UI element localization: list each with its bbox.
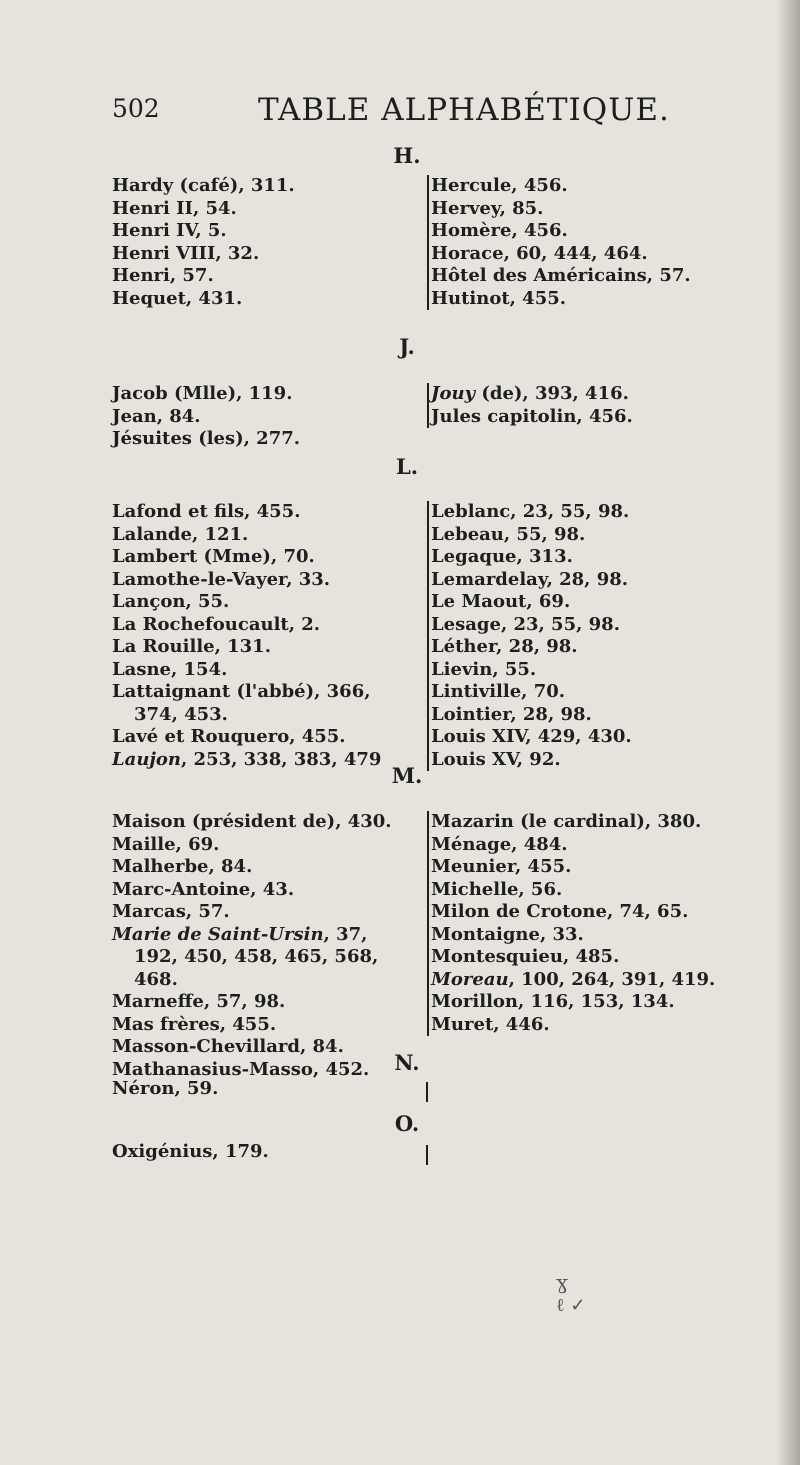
index-entry: Jésuites (les), 277. — [112, 428, 301, 449]
index-entry: Milon de Crotone, 74, 65. — [431, 901, 689, 922]
entry-references: , 37, 192, 450, 458, 465, 568, 468. — [134, 923, 379, 990]
index-entry: Lintiville, 70. — [431, 681, 566, 702]
index-entry: Mazarin (le cardinal), 380. — [431, 811, 702, 832]
index-entry: Henri VIII, 32. — [112, 242, 260, 264]
index-entry — [112, 924, 412, 992]
index-entry: Meunier, 455. — [431, 856, 572, 877]
index-entry: Legaque, 313. — [431, 546, 573, 567]
index-entry: Homère, 456. — [431, 220, 568, 241]
index-entry: Morillon, 116, 153, 134. — [431, 991, 675, 1012]
page-number: 502 — [112, 94, 160, 123]
index-entry: Hardy (café), 311. — [112, 175, 295, 196]
index-entry: Muret, 446. — [431, 1013, 550, 1035]
index-entry: Henri IV, 5. — [112, 220, 227, 241]
index-entry: Lointier, 28, 98. — [431, 703, 592, 725]
index-entry: La Rochefoucault, 2. — [112, 613, 321, 635]
index-entry: Hutinot, 455. — [431, 287, 567, 309]
index-column-left-o — [112, 1141, 412, 1164]
index-entry — [431, 383, 721, 406]
index-column-right-j — [427, 383, 721, 428]
entry-references: (de), 393, 416. — [475, 383, 629, 404]
index-entry: Le Maout, 69. — [431, 591, 571, 612]
section-letter-m: M. — [391, 763, 423, 788]
index-entry: Oxigénius, 179. — [112, 1141, 269, 1162]
entry-italic-name: Laujon — [112, 748, 182, 770]
running-title: TABLE ALPHABÉTIQUE. — [258, 92, 670, 128]
section-letter-n: N. — [394, 1050, 420, 1075]
section-letter-h: H. — [393, 143, 421, 168]
index-column-left-j — [112, 383, 412, 451]
index-entry: Lalande, 121. — [112, 523, 249, 545]
index-entry: Jules capitolin, 456. — [431, 405, 633, 427]
index-entry: Lambert (Mme), 70. — [112, 546, 315, 567]
index-entry: Masson-Chevillard, 84. — [112, 1036, 344, 1057]
index-column-right-l — [427, 501, 721, 771]
index-entry: Marneffe, 57, 98. — [112, 991, 286, 1012]
page-header — [0, 94, 800, 134]
index-entry: Louis XIV, 429, 430. — [431, 726, 632, 747]
index-entry: Lavé et Rouquero, 455. — [112, 726, 346, 747]
index-entry: Leblanc, 23, 55, 98. — [431, 501, 630, 522]
index-entry: Montaigne, 33. — [431, 923, 584, 945]
index-column-left-h — [112, 175, 412, 310]
index-entry: Lasne, 154. — [112, 658, 228, 680]
entry-references: , 253, 338, 383, 479 — [181, 748, 382, 770]
entry-italic-name: Moreau — [431, 968, 509, 990]
index-entry: Henri II, 54. — [112, 197, 237, 219]
index-entry: Mas frères, 455. — [112, 1013, 277, 1035]
section-letter-o: O. — [394, 1111, 420, 1136]
index-entry: Horace, 60, 444, 464. — [431, 242, 648, 264]
index-entry: Marc-Antoine, 43. — [112, 878, 295, 900]
index-entry: Ménage, 484. — [431, 833, 568, 855]
index-entry: Maille, 69. — [112, 833, 220, 855]
index-entry: Jacob (Mlle), 119. — [112, 383, 293, 404]
index-entry: Néron, 59. — [112, 1078, 219, 1099]
index-entry: Henri, 57. — [112, 265, 214, 286]
index-entry: Hercule, 456. — [431, 175, 568, 196]
index-column-left-m — [112, 811, 412, 1081]
column-rule — [426, 1082, 428, 1102]
index-entry: Lievin, 55. — [431, 658, 537, 680]
index-entry: Lesage, 23, 55, 98. — [431, 613, 620, 635]
index-entry: Hequet, 431. — [112, 287, 243, 309]
index-entry: Mathanasius-Masso, 452. — [112, 1058, 370, 1080]
ink-mark: ɣ — [556, 1270, 568, 1294]
index-entry: La Rouille, 131. — [112, 636, 271, 657]
index-entry: Lemardelay, 28, 98. — [431, 568, 629, 590]
index-entry: Maison (président de), 430. — [112, 811, 392, 832]
entry-italic-name: Marie de Saint-Ursin — [112, 923, 324, 945]
index-entry: Léther, 28, 98. — [431, 636, 578, 657]
section-letter-l: L. — [395, 454, 419, 479]
index-entry: Jean, 84. — [112, 405, 201, 427]
index-entry: Louis XV, 92. — [431, 748, 561, 770]
index-entry: Lamothe-le-Vayer, 33. — [112, 568, 331, 590]
index-entry: Lafond et fils, 455. — [112, 501, 301, 522]
page-edge-shadow — [776, 0, 800, 1465]
entry-references: , 100, 264, 391, 419. — [508, 968, 716, 990]
index-entry: Michelle, 56. — [431, 878, 563, 900]
index-entry: Lebeau, 55, 98. — [431, 523, 586, 545]
index-column-left-l — [112, 501, 412, 771]
index-column-left-n — [112, 1078, 412, 1101]
index-entry: Lattaignant (l'abbé), 366, 374, 453. — [112, 681, 371, 725]
index-entry — [431, 969, 721, 992]
entry-italic-name: Jouy — [431, 383, 476, 404]
index-entry: Montesquieu, 485. — [431, 946, 620, 967]
index-entry: Malherbe, 84. — [112, 856, 253, 877]
index-column-right-h — [427, 175, 721, 310]
index-entry: Marcas, 57. — [112, 901, 230, 922]
index-entry: Lançon, 55. — [112, 591, 230, 612]
section-letter-j: J. — [399, 334, 415, 359]
index-entry: Hervey, 85. — [431, 197, 544, 219]
ink-mark: ℓ ✓ — [556, 1295, 586, 1316]
index-column-right-m — [427, 811, 721, 1036]
index-entry: Hôtel des Américains, 57. — [431, 265, 691, 286]
column-rule — [426, 1145, 428, 1165]
